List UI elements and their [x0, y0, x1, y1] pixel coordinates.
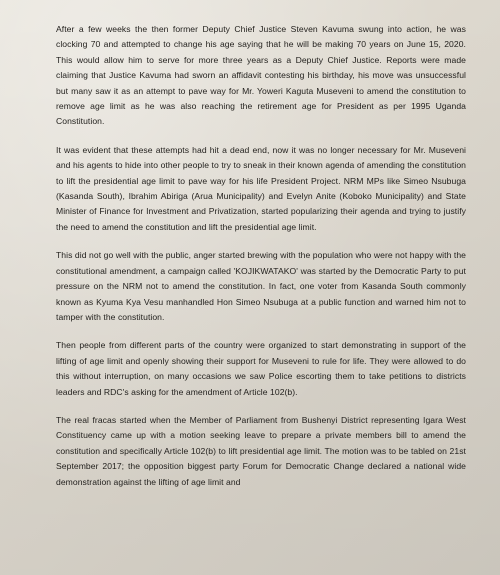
paragraph: Then people from different parts of the country were organized to start demonstrating in support of the lifting of age limit and openly showing their support for Museveni to rule for life. They were allowed to do this without interruption, on many occasions we saw Police escorting them to take petitions to districts leaders and RDC's asking for the amendment of Article 102(b).: [56, 340, 466, 397]
paragraph: It was evident that these attempts had hit a dead end, now it was no longer necessary for Mr. Museveni and his agents to hide into other people to try to sneak in their known agenda of amending the constitution to lift the presidential age limit to pave way for his life President Project. NRM MPs like Simeo Nsubuga (Kasanda South), Ibrahim Abiriga (Arua Municipality) and Evelyn Anite (Koboko Municipality) and State Minister of Finance for Investment and Privatization, started popularizing their agenda and trying to justify the need to amend the constitution and lift the presidential age limit.: [56, 144, 466, 232]
paragraph: This did not go well with the public, anger started brewing with the population who were not happy with the constitutional amendment, a campaign called 'KOJIKWATAKO' was started by the Democratic Party to put pressure on the NRM not to amend the constitution. In fact, one voter from Kasanda South commonly known as Kyuma Kya Vesu manhandled Hon Simeo Nsubuga at a public function and warned him not to tamper with the constitution.: [56, 250, 466, 322]
paragraph: After a few weeks the then former Deputy Chief Justice Steven Kavuma swung into action, he was clocking 70 and attempted to change his age saying that he will be making 70 years on June 15, 2020. This would allow him to serve for more three years as a Deputy Chief Justice. Reports were made claiming that Justice Kavuma had sworn an affidavit contesting his birthday, his move was unsuccessful but many saw it as an attempt to pave way for Mr. Yoweri Kaguta Museveni to amend the constitution to remove age limit as he was also reaching the retirement age for President as per 1995 Uganda Constitution.: [56, 24, 466, 127]
paragraph: The real fracas started when the Member of Parliament from Bushenyi District representing Igara West Constituency came up with a motion seeking leave to prepare a private members bill to amend the constitution and specifically Article 102(b) to lift presidential age limit. The motion was to be tabled on 21st September 2017; the opposition biggest party Forum for Democratic Change declared a national wide demonstration against the lifting of age limit and: [56, 414, 466, 487]
